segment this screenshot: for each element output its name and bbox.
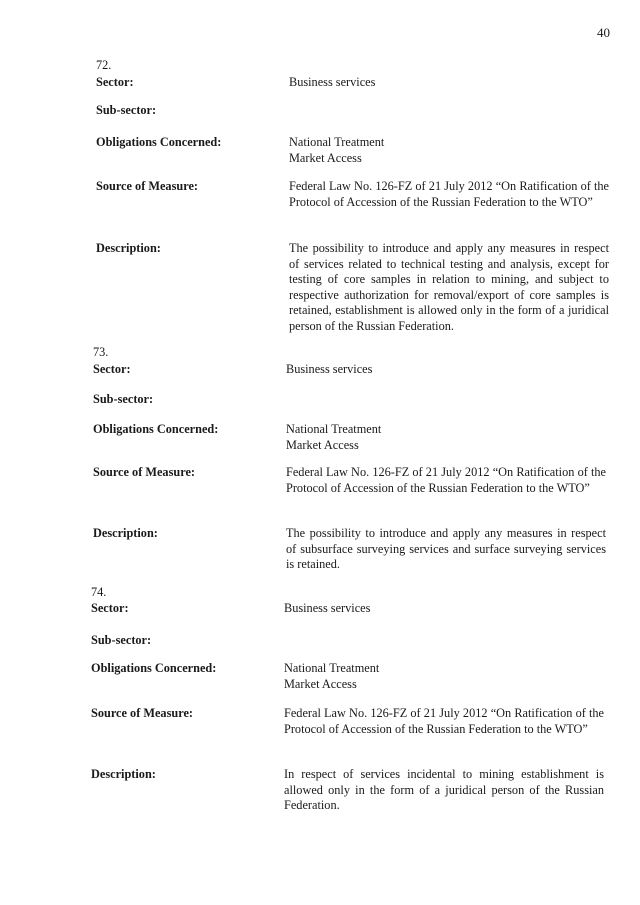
source-value: Federal Law No. 126-FZ of 21 July 2012 “On Ratification of the Protocol of Accession of the Russian Federation to the WTO” bbox=[286, 465, 606, 495]
obligations-value bbox=[286, 422, 606, 453]
sector-label: Sector: bbox=[96, 75, 134, 89]
description-label: Description: bbox=[93, 526, 158, 540]
obligation-item: National Treatment bbox=[286, 422, 382, 436]
source-label: Source of Measure: bbox=[91, 706, 193, 720]
obligation-item: Market Access bbox=[289, 150, 362, 165]
sector-value: Business services bbox=[289, 75, 376, 89]
obligation-item: National Treatment bbox=[289, 135, 385, 149]
description-value: The possibility to introduce and apply any measures in respect of services related to technical testing and analysis, except for testing of core samples in relation to mining, and subject to respective authorization for removal/export of core samples is retained, establishment is allowed only in the form of a juridical person of the Russian Federation. bbox=[289, 241, 609, 333]
entry-number: 72. bbox=[96, 58, 112, 72]
obligation-item: Market Access bbox=[284, 676, 357, 691]
obligations-label: Obligations Concerned: bbox=[91, 661, 217, 675]
sector-value: Business services bbox=[284, 601, 371, 615]
source-label: Source of Measure: bbox=[93, 465, 195, 479]
page-number: 40 bbox=[597, 25, 610, 40]
source-label: Source of Measure: bbox=[96, 179, 198, 193]
obligations-value bbox=[284, 661, 604, 692]
sector-value: Business services bbox=[286, 362, 373, 376]
sub-sector-label: Sub-sector: bbox=[91, 633, 152, 647]
sub-sector-label: Sub-sector: bbox=[93, 392, 154, 406]
entry-number: 74. bbox=[91, 585, 107, 599]
source-value: Federal Law No. 126-FZ of 21 July 2012 “On Ratification of the Protocol of Accession of the Russian Federation to the WTO” bbox=[284, 706, 604, 736]
description-label: Description: bbox=[91, 767, 156, 781]
source-value: Federal Law No. 126-FZ of 21 July 2012 “On Ratification of the Protocol of Accession of the Russian Federation to the WTO” bbox=[289, 179, 609, 209]
description-value: The possibility to introduce and apply any measures in respect of subsurface surveying services and surface surveying services is retained. bbox=[286, 526, 606, 571]
description-label: Description: bbox=[96, 241, 161, 255]
obligation-item: National Treatment bbox=[284, 661, 380, 675]
obligations-label: Obligations Concerned: bbox=[96, 135, 222, 149]
obligation-item: Market Access bbox=[286, 437, 359, 452]
sector-label: Sector: bbox=[91, 601, 129, 615]
obligations-value bbox=[289, 135, 609, 166]
sector-label: Sector: bbox=[93, 362, 131, 376]
obligations-label: Obligations Concerned: bbox=[93, 422, 219, 436]
sub-sector-label: Sub-sector: bbox=[96, 103, 157, 117]
description-value: In respect of services incidental to mining establishment is allowed only in the form of a juridical person of the Russian Federation. bbox=[284, 767, 604, 812]
entry-number: 73. bbox=[93, 345, 109, 359]
